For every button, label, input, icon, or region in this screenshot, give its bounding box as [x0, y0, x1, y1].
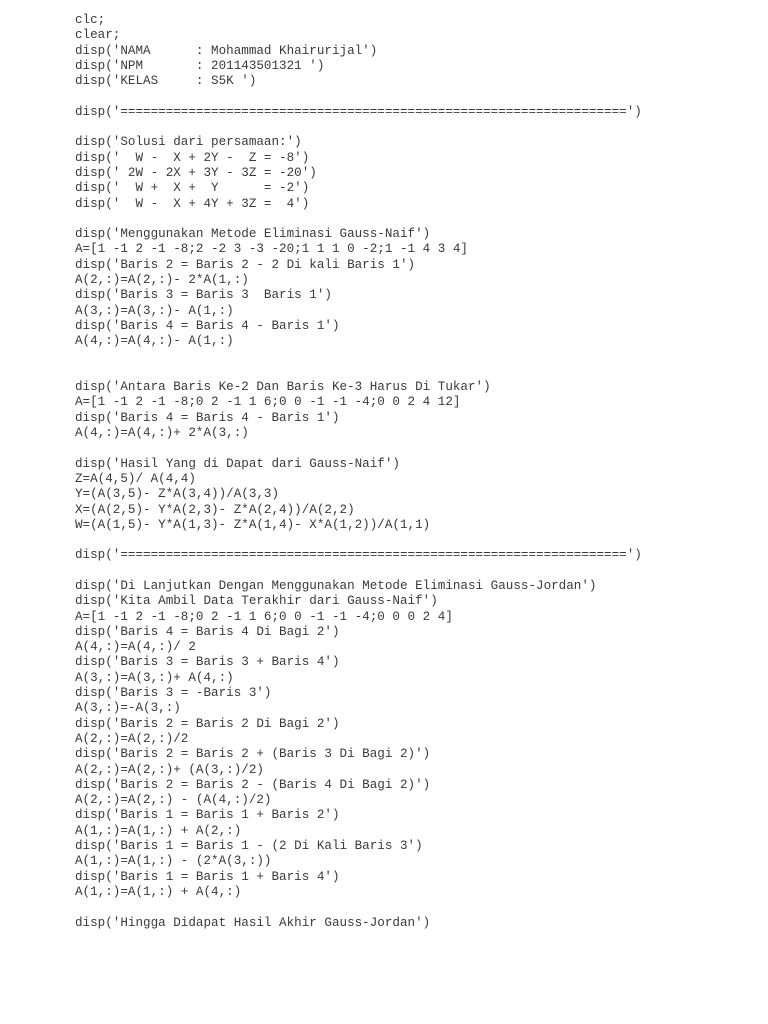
code-line: disp('Baris 2 = Baris 2 + (Baris 3 Di Bagi 2)') [75, 747, 431, 762]
code-line [75, 120, 642, 135]
code-line: disp(' 2W - 2X + 3Y - 3Z = -20') [75, 165, 317, 180]
code-line: A(2,:)=A(2,:)+ (A(3,:)/2) [75, 762, 264, 777]
code-line [75, 900, 642, 915]
code-line: disp('Baris 1 = Baris 1 + Baris 4') [75, 869, 340, 884]
code-line: disp('Baris 2 = Baris 2 - (Baris 4 Di Bagi 2)') [75, 777, 431, 792]
code-line: A=[1 -1 2 -1 -8;0 2 -1 1 6;0 0 -1 -1 -4;0 0 2 4 12] [75, 395, 461, 410]
code-line: A(2,:)=A(2,:)- 2*A(1,:) [75, 273, 249, 288]
code-line: X=(A(2,5)- Y*A(2,3)- Z*A(2,4))/A(2,2) [75, 502, 355, 517]
code-line: disp('Hingga Didapat Hasil Akhir Gauss-Jordan') [75, 915, 431, 930]
code-line: disp(' W - X + 2Y - Z = -8') [75, 150, 310, 165]
code-line: disp('Baris 4 = Baris 4 - Baris 1') [75, 410, 340, 425]
code-line: disp('===================================================================') [75, 548, 642, 563]
code-line: A(4,:)=A(4,:)+ 2*A(3,:) [75, 426, 249, 441]
code-line: A(4,:)=A(4,:)/ 2 [75, 640, 196, 655]
code-line: disp('NAMA : Mohammad Khairurijal') [75, 43, 378, 58]
code-line: A(1,:)=A(1,:) + A(4,:) [75, 884, 242, 899]
code-line: disp('Solusi dari persamaan:') [75, 135, 302, 150]
code-line: A(3,:)=-A(3,:) [75, 701, 181, 716]
code-line: disp(' W - X + 4Y + 3Z = 4') [75, 196, 310, 211]
code-line: disp('Baris 2 = Baris 2 - 2 Di kali Baris 1') [75, 257, 416, 272]
code-line: disp('Kita Ambil Data Terakhir dari Gauss-Naif') [75, 594, 438, 609]
code-line [75, 441, 642, 456]
code-line: Y=(A(3,5)- Z*A(3,4))/A(3,3) [75, 487, 280, 502]
code-line: disp('Baris 1 = Baris 1 - (2 Di Kali Baris 3') [75, 839, 423, 854]
code-line: disp('Baris 3 = Baris 3 + Baris 4') [75, 655, 340, 670]
code-line: disp('===================================================================') [75, 104, 642, 119]
code-line: disp('Menggunakan Metode Eliminasi Gauss-Naif') [75, 227, 431, 242]
code-line: clc; [75, 13, 106, 27]
code-line: A(3,:)=A(3,:)- A(1,:) [75, 303, 234, 318]
code-line: disp('Baris 3 = -Baris 3') [75, 686, 272, 701]
code-line: Z=A(4,5)/ A(4,4) [75, 471, 196, 486]
code-line: A=[1 -1 2 -1 -8;2 -2 3 -3 -20;1 1 1 0 -2;1 -1 4 3 4] [75, 242, 468, 257]
code-listing [75, 13, 642, 931]
code-line: disp('NPM : 201143501321 ') [75, 58, 325, 73]
code-line: A(1,:)=A(1,:) - (2*A(3,:)) [75, 854, 272, 869]
code-line: disp('KELAS : S5K ') [75, 74, 257, 89]
code-line: disp('Baris 4 = Baris 4 Di Bagi 2') [75, 624, 340, 639]
code-line: A=[1 -1 2 -1 -8;0 2 -1 1 6;0 0 -1 -1 -4;0 0 0 2 4] [75, 609, 453, 624]
code-line [75, 533, 642, 548]
code-line: disp(' W + X + Y = -2') [75, 181, 310, 196]
code-line [75, 350, 642, 365]
code-line: A(2,:)=A(2,:) - (A(4,:)/2) [75, 793, 272, 808]
code-line [75, 89, 642, 104]
code-line: A(4,:)=A(4,:)- A(1,:) [75, 334, 234, 349]
code-line: disp('Baris 3 = Baris 3 Baris 1') [75, 288, 332, 303]
code-line: W=(A(1,5)- Y*A(1,3)- Z*A(1,4)- X*A(1,2))/A(1,1) [75, 517, 431, 532]
code-line: disp('Baris 2 = Baris 2 Di Bagi 2') [75, 716, 340, 731]
code-line: disp('Di Lanjutkan Dengan Menggunakan Metode Eliminasi Gauss-Jordan') [75, 578, 597, 593]
code-line: clear; [75, 28, 121, 43]
code-line: A(3,:)=A(3,:)+ A(4,:) [75, 670, 234, 685]
code-line: A(2,:)=A(2,:)/2 [75, 731, 189, 746]
code-line: disp('Hasil Yang di Dapat dari Gauss-Naif') [75, 456, 400, 471]
code-line: A(1,:)=A(1,:) + A(2,:) [75, 823, 242, 838]
code-line: disp('Antara Baris Ke-2 Dan Baris Ke-3 Harus Di Tukar') [75, 380, 491, 395]
code-line [75, 564, 642, 579]
code-line [75, 212, 642, 227]
code-line: disp('Baris 1 = Baris 1 + Baris 2') [75, 808, 340, 823]
code-line [75, 365, 642, 380]
code-line: disp('Baris 4 = Baris 4 - Baris 1') [75, 318, 340, 333]
